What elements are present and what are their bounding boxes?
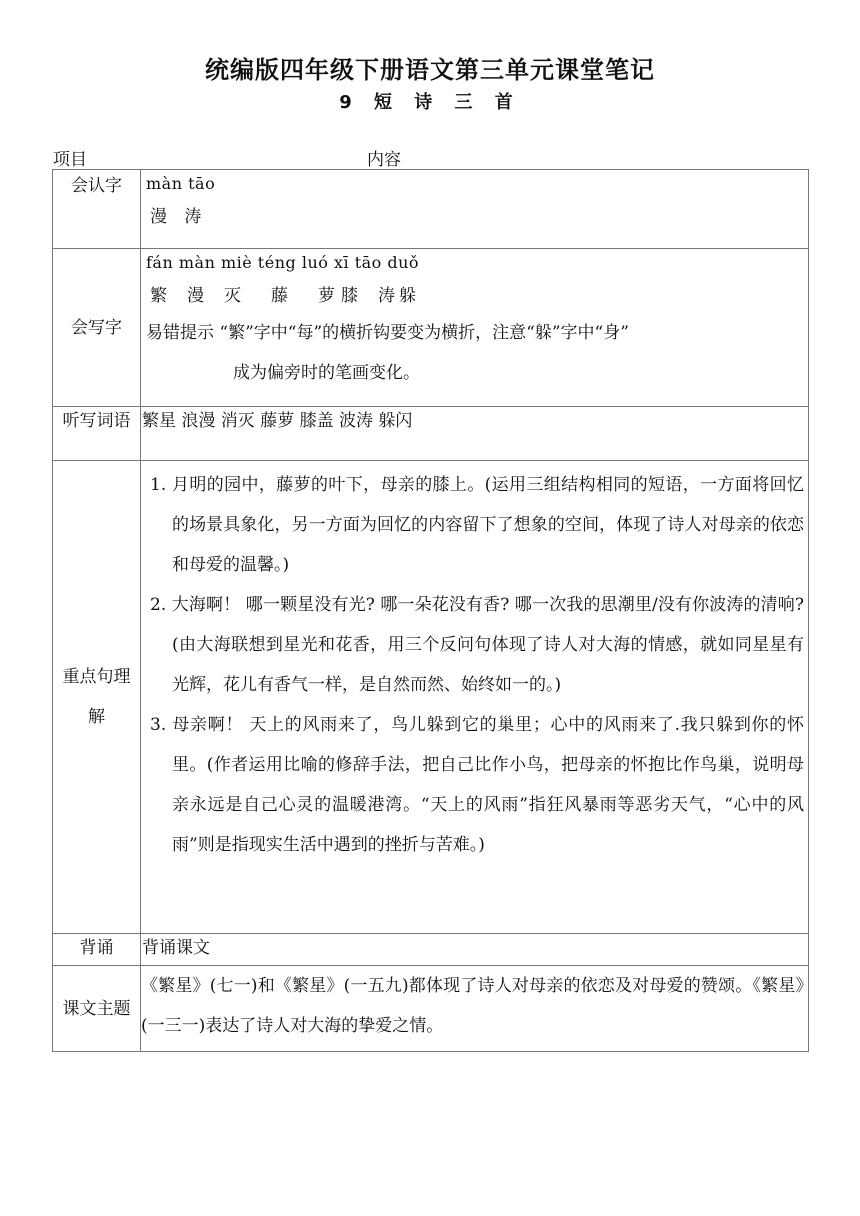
document-title: 统编版四年级下册语文第三单元课堂笔记	[205, 56, 655, 84]
write-char: 躲	[399, 286, 416, 306]
label-key-sentences: 重点句理解	[53, 461, 141, 934]
content-key-sentences	[141, 461, 809, 934]
notes-table	[52, 169, 809, 1052]
label-write: 会写字	[53, 249, 141, 407]
write-chars	[146, 273, 804, 313]
recognize-chars	[146, 194, 804, 234]
column-header-content: 内容	[367, 150, 401, 170]
write-char: 漫	[187, 286, 204, 306]
column-header-item: 项目	[53, 150, 87, 170]
label-recognize: 会认字	[53, 170, 141, 249]
write-char: 膝	[341, 286, 358, 306]
row-recognize	[53, 170, 809, 249]
recognize-char: 漫	[150, 207, 167, 227]
error-tip	[146, 313, 804, 393]
row-theme	[53, 966, 809, 1052]
content-dictation: 繁星 浪漫 消灭 藤萝 膝盖 波涛 躲闪	[141, 407, 809, 461]
write-char: 萝	[318, 286, 335, 306]
content-theme: 《繁星》(七一)和《繁星》(一五九)都体现了诗人对母亲的依恋及对母爱的赞颂。《繁星》(一三一)表达了诗人对大海的挚爱之情。	[141, 966, 809, 1052]
row-dictation	[53, 407, 809, 461]
row-write	[53, 249, 809, 407]
label-dictation: 听写词语	[53, 407, 141, 461]
write-char: 涛	[378, 286, 395, 306]
label-theme: 课文主题	[53, 966, 141, 1052]
write-pinyin: fán màn miè téng luó xī tāo duǒ	[146, 253, 420, 272]
write-char: 灭	[224, 286, 241, 306]
content-recite: 背诵课文	[141, 934, 809, 966]
key-sentence-list	[146, 465, 804, 865]
content-recognize	[141, 170, 809, 249]
key-sentence-item: 1. 月明的园中，藤萝的叶下，母亲的膝上。(运用三组结构相同的短语，一方面将回忆的场景具象化，另一方面为回忆的内容留下了想象的空间，体现了诗人对母亲的依恋和母爱的温馨。)	[150, 475, 804, 575]
row-recite	[53, 934, 809, 966]
write-char: 繁	[150, 286, 167, 306]
label-recite: 背诵	[53, 934, 141, 966]
error-tip-line2: 成为偏旁时的笔画变化。	[233, 363, 420, 383]
error-tip-line1: 易错提示 “繁”字中“每”的横折钩要变为横折，注意“躲”字中“身”	[146, 323, 629, 343]
lesson-subtitle: 9 短 诗 三 首	[339, 92, 521, 113]
row-key-sentences	[53, 461, 809, 934]
key-sentence-item: 2. 大海啊！ 哪一颗星没有光? 哪一朵花没有香? 哪一次我的思潮里/没有你波涛的清响?(由大海联想到星光和花香，用三个反问句体现了诗人对大海的情感，就如同星星有光辉，花儿有香气一样，是自然而然、始终如一的。)	[150, 595, 804, 695]
key-sentence-item: 3. 母亲啊！ 天上的风雨来了，鸟儿躲到它的巢里；心中的风雨来了.我只躲到你的怀里。(作者运用比喻的修辞手法，把自己比作小鸟，把母亲的怀抱比作鸟巢，说明母亲永远是自己心灵的温暖港湾。“天上的风雨”指狂风暴雨等恶劣天气，“心中的风雨”则是指现实生活中遇到的挫折与苦难。)	[150, 715, 804, 855]
content-write	[141, 249, 809, 407]
recognize-char: 涛	[184, 207, 202, 227]
write-char: 藤	[271, 286, 288, 306]
recognize-pinyin: màn tāo	[146, 174, 216, 193]
